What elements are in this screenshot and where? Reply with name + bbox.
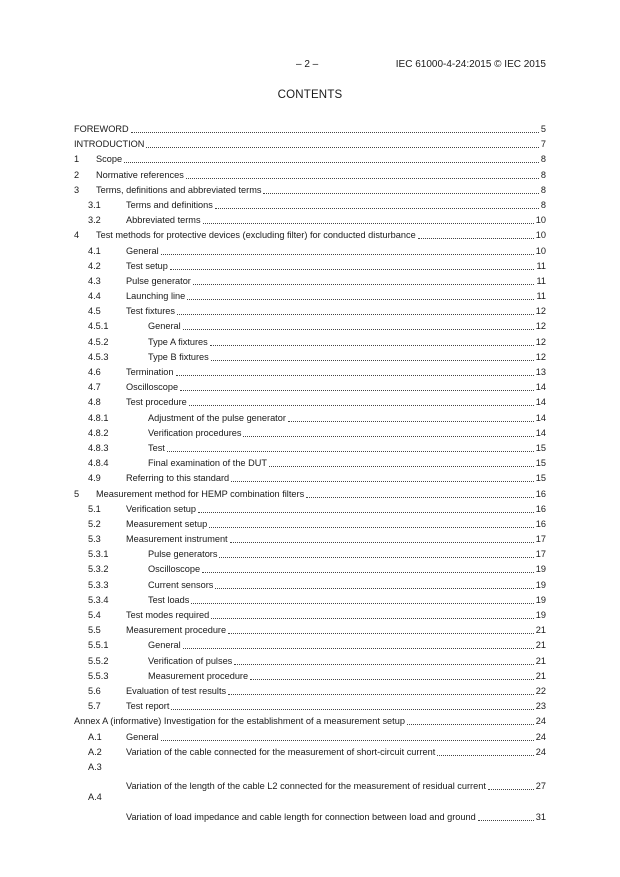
toc-entry[interactable] <box>74 170 546 185</box>
toc-leader-dots <box>186 177 539 179</box>
toc-leader-dots <box>219 556 533 558</box>
toc-entry-title: General <box>126 245 159 256</box>
toc-entry-page: 31 <box>535 811 546 822</box>
toc-entry-title: General <box>148 321 181 332</box>
toc-entry-number: 4.8.2 <box>88 427 109 438</box>
toc-entry-page: 22 <box>535 685 546 696</box>
toc-entry-page: 16 <box>535 518 546 529</box>
toc-entry[interactable] <box>74 747 546 762</box>
toc-entry-page: 10 <box>535 215 546 226</box>
toc-entry[interactable] <box>74 382 546 397</box>
toc-entry-number: 4.8 <box>88 397 101 408</box>
toc-entry-number: 3 <box>74 184 80 195</box>
toc-entry-number: 5.1 <box>88 503 101 514</box>
toc-entry[interactable] <box>74 367 546 382</box>
toc-entry-number: 4.7 <box>88 382 101 393</box>
toc-entry[interactable] <box>74 716 546 731</box>
toc-entry-number: 4.8.3 <box>88 442 109 453</box>
toc-entry-number: 4.3 <box>88 275 101 286</box>
toc-entry[interactable] <box>74 625 546 640</box>
toc-entry-title: Terms and definitions <box>126 199 213 210</box>
toc-entry-title: Test <box>148 442 165 453</box>
toc-entry-number: 4.5 <box>88 306 101 317</box>
toc-entry[interactable] <box>74 413 546 428</box>
toc-entry-number: A.3 <box>88 761 102 772</box>
toc-entry-title: Measurement method for HEMP combination filters <box>96 488 305 499</box>
toc-entry-page: 19 <box>535 564 546 575</box>
toc-entry-page: 24 <box>535 731 546 742</box>
toc-entry[interactable] <box>74 291 546 306</box>
toc-entry-page: 11 <box>536 260 546 271</box>
toc-entry-number: 4.1 <box>88 245 101 256</box>
toc-leader-dots <box>177 313 534 315</box>
toc-entry[interactable] <box>74 671 546 686</box>
toc-entry[interactable] <box>74 306 546 321</box>
toc-entry-number: 4.5.2 <box>88 336 109 347</box>
toc-leader-dots <box>203 222 534 224</box>
toc-entry-title: General <box>126 731 159 742</box>
toc-leader-dots <box>269 465 534 467</box>
toc-entry-title: Test setup <box>126 260 168 271</box>
toc-entry-title: Measurement setup <box>126 518 208 529</box>
toc-entry-title: FOREWORD <box>74 124 129 134</box>
toc-entry-number: 4.5.3 <box>88 351 109 362</box>
toc-entry-title: Test procedure <box>126 397 187 408</box>
toc-entry-title: Test modes required <box>126 610 210 620</box>
toc-entry-title: Test methods for protective devices (excluding filter) for conducted disturbance <box>96 230 416 241</box>
toc-entry-page: 24 <box>535 746 546 757</box>
toc-leader-dots <box>228 693 534 695</box>
toc-entry-number: 4.9 <box>88 473 101 484</box>
toc-entry[interactable] <box>74 200 546 215</box>
toc-entry-title: Final examination of the DUT <box>148 458 267 469</box>
toc-entry-page: 12 <box>535 321 546 332</box>
toc-entry-title: General <box>148 640 181 651</box>
toc-entry[interactable] <box>74 504 546 519</box>
toc-entry-number: 5.2 <box>88 518 101 529</box>
toc-entry[interactable] <box>74 397 546 412</box>
toc-entry-number: 2 <box>74 169 80 180</box>
toc-leader-dots <box>176 374 534 376</box>
toc-entry-page: 24 <box>535 716 546 727</box>
toc-leader-dots <box>183 328 534 330</box>
toc-entry[interactable] <box>74 124 546 139</box>
toc-leader-dots <box>418 237 534 239</box>
document-id: IEC 61000-4-24:2015 © IEC 2015 <box>395 59 546 70</box>
toc-entry-page: 19 <box>535 594 546 605</box>
toc-entry-number: 4.8.1 <box>88 412 109 423</box>
toc-entry-page: 11 <box>536 291 546 302</box>
toc-entry-number: 5.7 <box>88 701 101 712</box>
toc-entry-title: Test fixtures <box>126 306 176 317</box>
toc-leader-dots <box>250 678 534 680</box>
toc-entry-page: 12 <box>535 336 546 347</box>
toc-entry-number: 5.4 <box>88 610 101 620</box>
toc-leader-dots <box>170 268 535 270</box>
toc-entry-page: 10 <box>535 230 546 241</box>
toc-leader-dots <box>234 663 533 665</box>
toc-entry[interactable] <box>74 352 546 367</box>
toc-entry-page: 21 <box>535 655 546 666</box>
toc-entry[interactable] <box>74 337 546 352</box>
toc-entry[interactable] <box>74 261 546 276</box>
toc-entry-title: Oscilloscope <box>148 564 201 575</box>
toc-entry[interactable] <box>74 276 546 291</box>
toc-entry-page: 13 <box>535 367 546 377</box>
toc-entry-title: Abbreviated terms <box>126 215 201 226</box>
page-number: – 2 – <box>296 59 319 70</box>
toc-entry-title: Type B fixtures <box>148 351 209 362</box>
toc-entry-number: 5.5.2 <box>88 655 109 666</box>
toc-entry[interactable] <box>74 732 546 747</box>
toc-entry-title: Oscilloscope <box>126 382 179 393</box>
toc-leader-dots <box>161 739 534 741</box>
toc-entry-number: 5.5.1 <box>88 640 109 651</box>
toc-entry-page: 8 <box>540 184 546 195</box>
toc-entry-page: 21 <box>535 625 546 636</box>
toc-entry-number: 5.3.2 <box>88 564 109 575</box>
toc-entry-page: 5 <box>540 124 546 134</box>
toc-entry-number: 4.2 <box>88 260 101 271</box>
toc-entry-page: 12 <box>535 306 546 317</box>
toc-entry-page: 14 <box>535 397 546 408</box>
toc-entry-number: 4 <box>74 230 80 241</box>
toc-leader-dots <box>211 617 534 619</box>
toc-leader-dots <box>161 253 534 255</box>
toc-entry-page: 19 <box>535 579 546 590</box>
toc-entry-number: 5.3.1 <box>88 549 109 560</box>
toc-entry[interactable] <box>74 473 546 488</box>
toc-entry-number: 5.5.3 <box>88 670 109 681</box>
toc-entry[interactable] <box>74 489 546 504</box>
toc-entry-number: 4.5.1 <box>88 321 109 332</box>
toc-entry-number: 4.4 <box>88 291 101 302</box>
toc-entry-title: Pulse generator <box>126 275 191 286</box>
toc-entry-number: 1 <box>74 154 80 165</box>
toc-entry-page: 16 <box>535 488 546 499</box>
toc-entry-number: 5.6 <box>88 685 101 696</box>
toc-entry-title: Test loads <box>148 594 190 605</box>
toc-leader-dots <box>215 207 539 209</box>
toc-leader-dots <box>193 283 535 285</box>
toc-entry-title: Termination <box>126 367 174 377</box>
toc-entry[interactable] <box>74 792 546 822</box>
toc-leader-dots <box>230 541 534 543</box>
toc-entry[interactable] <box>74 580 546 595</box>
toc-leader-dots <box>183 647 534 649</box>
toc-entry-page: 8 <box>540 199 546 210</box>
toc-entry-number: 3.1 <box>88 199 101 210</box>
toc-entry-page: 27 <box>535 781 546 792</box>
toc-leader-dots <box>407 723 534 725</box>
toc-leader-dots <box>187 298 534 300</box>
contents-title: CONTENTS <box>277 89 343 101</box>
toc-entry[interactable] <box>74 185 546 200</box>
toc-entry[interactable] <box>74 564 546 579</box>
toc-entry[interactable] <box>74 139 546 154</box>
toc-entry-page: 19 <box>535 610 546 620</box>
toc-entry-title: Annex A (informative) Investigation for the establishment of a measurement setup <box>74 716 405 727</box>
toc-leader-dots <box>171 708 533 710</box>
toc-leader-dots <box>124 161 539 163</box>
toc-entry-page: 12 <box>535 351 546 362</box>
toc-entry-number: 5.3 <box>88 534 101 545</box>
toc-entry[interactable] <box>74 428 546 443</box>
toc-leader-dots <box>215 587 533 589</box>
toc-entry-page: 8 <box>540 169 546 180</box>
toc-leader-dots <box>198 511 534 513</box>
toc-entry[interactable] <box>74 215 546 230</box>
toc-entry-title: Launching line <box>126 291 186 302</box>
toc-entry-title: Variation of load impedance and cable length for connection between load and ground <box>126 811 476 822</box>
toc-leader-dots <box>228 632 534 634</box>
toc-entry[interactable] <box>74 534 546 549</box>
toc-entry-number: A.4 <box>88 792 102 803</box>
toc-entry-title: Type A fixtures <box>148 336 208 347</box>
toc-entry[interactable] <box>74 246 546 261</box>
toc-entry[interactable] <box>74 321 546 336</box>
toc-entry-page: 7 <box>540 139 546 150</box>
toc-entry-title: Terms, definitions and abbreviated terms <box>96 184 262 195</box>
toc-entry-number: 4.6 <box>88 367 101 377</box>
toc-entry-page: 15 <box>535 458 546 469</box>
toc-entry-title: Adjustment of the pulse generator <box>148 412 286 423</box>
toc-entry-title: Verification of pulses <box>148 655 233 666</box>
toc-leader-dots <box>189 404 534 406</box>
toc-leader-dots <box>180 389 534 391</box>
toc-entry-title: Variation of the cable connected for the measurement of short-circuit current <box>126 746 436 757</box>
toc-leader-dots <box>211 359 534 361</box>
toc-entry[interactable] <box>74 595 546 610</box>
toc-entry[interactable] <box>74 519 546 534</box>
toc-entry-title: Pulse generators <box>148 549 218 560</box>
toc-entry[interactable] <box>74 443 546 458</box>
toc-entry-page: 23 <box>535 701 546 712</box>
toc-entry-number: 4.8.4 <box>88 458 109 469</box>
toc-entry-title: Evaluation of test results <box>126 685 227 696</box>
toc-entry[interactable] <box>74 230 546 245</box>
toc-entry-title: Current sensors <box>148 579 214 590</box>
table-of-contents <box>74 124 546 823</box>
toc-entry-page: 15 <box>535 442 546 453</box>
toc-leader-dots <box>243 435 533 437</box>
toc-entry[interactable] <box>74 640 546 655</box>
toc-entry-number: A.1 <box>88 731 102 742</box>
toc-leader-dots <box>231 480 534 482</box>
toc-entry-title: Measurement procedure <box>148 670 249 681</box>
toc-entry-page: 16 <box>535 503 546 514</box>
toc-leader-dots <box>202 571 534 573</box>
toc-leader-dots <box>209 526 534 528</box>
toc-entry[interactable] <box>74 458 546 473</box>
toc-entry-title: INTRODUCTION <box>74 139 145 150</box>
toc-leader-dots <box>146 146 538 148</box>
toc-entry-title: Verification setup <box>126 503 196 514</box>
toc-leader-dots <box>288 420 534 422</box>
toc-entry-page: 17 <box>535 534 546 545</box>
toc-entry-page: 14 <box>535 427 546 438</box>
toc-entry[interactable] <box>74 686 546 701</box>
toc-leader-dots <box>131 131 539 133</box>
toc-entry-page: 21 <box>535 640 546 651</box>
toc-leader-dots <box>488 788 534 790</box>
toc-entry-page: 8 <box>540 154 546 165</box>
toc-entry-page: 21 <box>535 670 546 681</box>
toc-entry[interactable] <box>74 154 546 169</box>
toc-entry-title: Verification procedures <box>148 427 242 438</box>
toc-leader-dots <box>478 819 534 821</box>
toc-entry-title: Scope <box>96 154 123 165</box>
toc-entry-number: 5.3.3 <box>88 579 109 590</box>
toc-entry-title: Measurement procedure <box>126 625 227 636</box>
toc-entry-number: 5.3.4 <box>88 594 109 605</box>
toc-entry[interactable] <box>74 549 546 564</box>
toc-leader-dots <box>263 192 538 194</box>
toc-entry-title: Variation of the length of the cable L2 connected for the measurement of residual current <box>126 781 486 792</box>
toc-entry-page: 11 <box>536 275 546 286</box>
toc-entry-number: 5.5 <box>88 625 101 636</box>
toc-leader-dots <box>191 602 533 604</box>
toc-entry-title: Measurement instrument <box>126 534 228 545</box>
toc-entry-page: 15 <box>535 473 546 484</box>
toc-entry-number: 5 <box>74 488 80 499</box>
toc-entry-number: A.2 <box>88 746 102 757</box>
toc-entry-title: Referring to this standard <box>126 473 230 484</box>
toc-entry-page: 17 <box>535 549 546 560</box>
toc-entry[interactable] <box>74 656 546 671</box>
toc-entry-page: 14 <box>535 412 546 423</box>
toc-entry-page: 10 <box>535 245 546 256</box>
toc-entry[interactable] <box>74 701 546 716</box>
toc-entry[interactable] <box>74 762 546 792</box>
toc-entry[interactable] <box>74 610 546 625</box>
toc-leader-dots <box>210 344 534 346</box>
toc-entry-number: 3.2 <box>88 215 101 226</box>
toc-leader-dots <box>306 496 534 498</box>
toc-leader-dots <box>437 754 533 756</box>
toc-entry-title: Normative references <box>96 169 184 180</box>
toc-entry-title: Test report <box>126 701 170 712</box>
toc-leader-dots <box>167 450 534 452</box>
toc-entry-page: 14 <box>535 382 546 393</box>
